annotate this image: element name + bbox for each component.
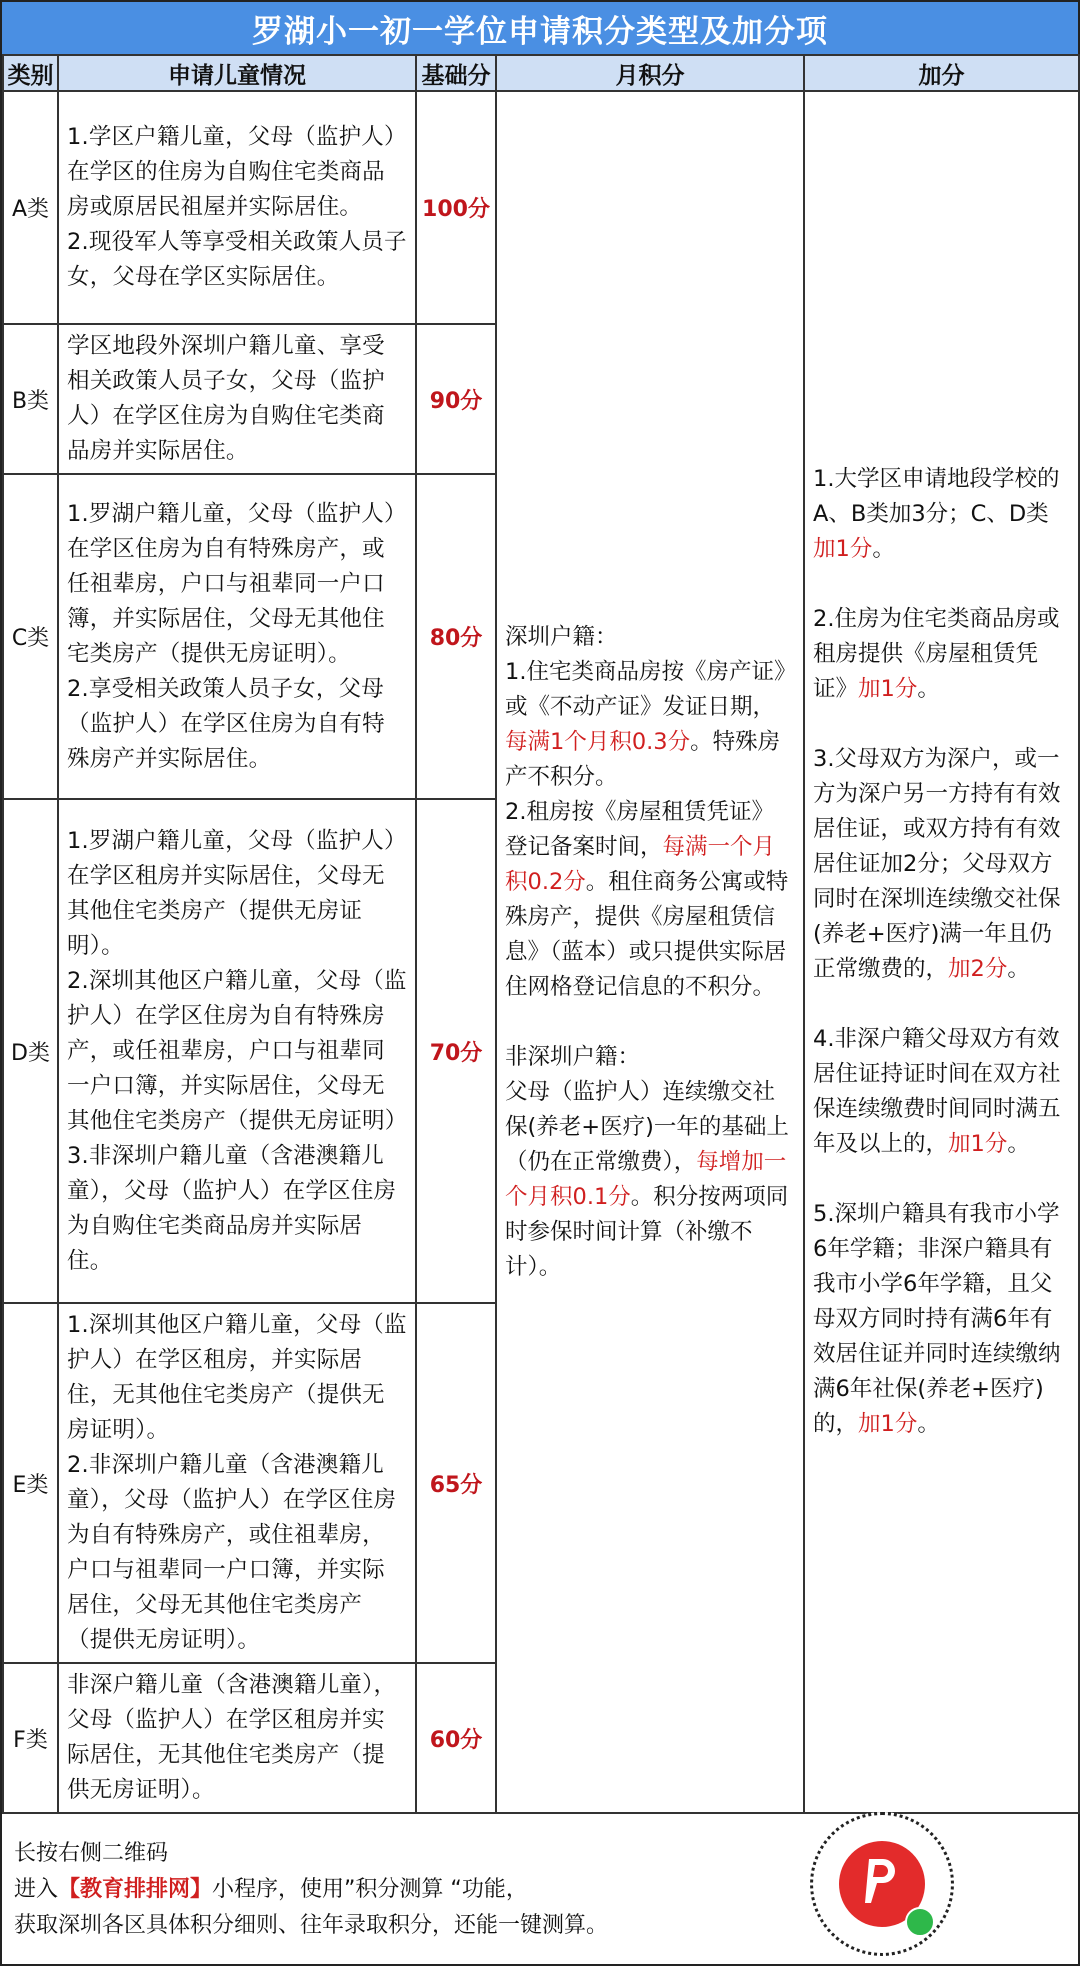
month-sz-item-1 bbox=[505, 655, 795, 795]
category-cell: D类 bbox=[3, 799, 58, 1303]
p-logo-icon bbox=[865, 1857, 895, 1905]
situation-text: 2.享受相关政策人员子女，父母（监护人）在学区住房为自有特殊房产并实际居住。 bbox=[67, 675, 385, 772]
header-bonus-points: 加分 bbox=[804, 55, 1079, 91]
table-row bbox=[3, 91, 1079, 324]
mini-program-icon bbox=[905, 1907, 935, 1937]
bonus-item-4-points: 加1分 bbox=[948, 1131, 1008, 1157]
situation-text: 非深户籍儿童（含港澳籍儿童），父母（监护人）在学区租房并实际居住，无其他住宅类房产（提供无房证明）。 bbox=[67, 1672, 397, 1803]
footer-line-1: 长按右侧二维码 bbox=[14, 1841, 169, 1866]
bonus-item-1-text: 1.大学区申请地段学校的A、B类加3分；C、D类 bbox=[813, 466, 1060, 527]
bonus-item-2-points: 加1分 bbox=[858, 676, 918, 702]
month-nsz-note: 。积分按两项同时参保时间计算（补缴不计）。 bbox=[505, 1183, 789, 1280]
month-sz-item-1-note: 。特殊房产不积分。 bbox=[505, 728, 781, 790]
header-category: 类别 bbox=[3, 55, 58, 91]
header-monthly-points: 月积分 bbox=[496, 55, 804, 91]
header-child-situation: 申请儿童情况 bbox=[58, 55, 416, 91]
mini-program-qr-code[interactable] bbox=[810, 1812, 954, 1956]
bonus-item-5-points: 加1分 bbox=[858, 1411, 918, 1437]
bonus-item-3 bbox=[813, 742, 1070, 987]
month-sz-item-1-rate: 每满1个月积0.3分 bbox=[505, 728, 691, 755]
monthly-points-cell bbox=[496, 91, 804, 1813]
category-cell: C类 bbox=[3, 474, 58, 799]
bonus-item-2-end: 。 bbox=[917, 676, 940, 702]
situation-cell bbox=[58, 324, 416, 474]
bonus-item-4 bbox=[813, 1022, 1070, 1162]
table-header-row bbox=[3, 55, 1079, 91]
bonus-points-cell bbox=[804, 91, 1079, 1813]
situation-text: 学区地段外深圳户籍儿童、享受相关政策人员子女，父母（监护人）在学区住房为自购住宅类商品房并实际居住。 bbox=[67, 333, 385, 464]
category-cell: E类 bbox=[3, 1303, 58, 1663]
month-nsz-item bbox=[505, 1075, 795, 1285]
bonus-item-5-text: 5.深圳户籍具有我市小学6年学籍；非深户籍具有我市小学6年学籍，且父母双方同时持有满6年有效居住证并同时连续缴纳满6年社保(养老+医疗)的， bbox=[813, 1201, 1061, 1437]
month-sz-item-2-rate: 每满一个月积0.2分 bbox=[505, 833, 776, 895]
bonus-item-1 bbox=[813, 462, 1070, 567]
bonus-item-4-end: 。 bbox=[1007, 1131, 1030, 1157]
situation-text: 1.罗湖户籍儿童，父母（监护人）在学区租房并实际居住，父母无其他住宅类房产（提供无房证明）。 bbox=[67, 827, 407, 959]
bonus-item-2 bbox=[813, 602, 1070, 707]
footer-brand: 【教育排排网】 bbox=[58, 1877, 213, 1902]
base-score-cell: 90分 bbox=[416, 324, 496, 474]
bonus-item-3-end: 。 bbox=[1007, 956, 1030, 982]
situation-cell bbox=[58, 1303, 416, 1663]
bonus-item-1-end: 。 bbox=[872, 536, 895, 562]
category-cell: A类 bbox=[3, 91, 58, 324]
base-score-cell: 100分 bbox=[416, 91, 496, 324]
situation-text: 1.罗湖户籍儿童，父母（监护人）在学区住房为自有特殊房产，或任祖辈房，户口与祖辈同一户口簿，并实际居住，父母无其他住宅类房产（提供无房证明）。 bbox=[67, 500, 407, 667]
bonus-item-5 bbox=[813, 1197, 1070, 1442]
footer-line-2-start: 进入 bbox=[14, 1877, 59, 1902]
bonus-item-1-points: 加1分 bbox=[813, 536, 873, 562]
situation-text: 1.学区户籍儿童，父母（监护人）在学区的住房为自购住宅类商品房或原居民祖屋并实际居住。 bbox=[67, 124, 407, 220]
month-sz-item-2-text: 2.租房按《房屋租赁凭证》登记备案时间， bbox=[505, 798, 774, 860]
base-score-cell: 60分 bbox=[416, 1663, 496, 1813]
month-nsz-rate: 每增加一个月积0.1分 bbox=[505, 1148, 787, 1210]
month-nsz-text: 父母（监护人）连续缴交社保(养老+医疗)一年的基础上（仍在正常缴费）， bbox=[505, 1078, 789, 1175]
month-sz-item-2-note: 。租住商务公寓或特殊房产，提供《房屋租赁信息》（蓝本）或只提供实际居住网格登记信息的不积分。 bbox=[505, 868, 789, 1000]
header-base-score: 基础分 bbox=[416, 55, 496, 91]
situation-cell bbox=[58, 474, 416, 799]
category-cell: B类 bbox=[3, 324, 58, 474]
situation-text: 2.现役军人等享受相关政策人员子女，父母在学区实际居住。 bbox=[67, 229, 407, 290]
situation-cell bbox=[58, 799, 416, 1303]
month-sz-item-2 bbox=[505, 795, 795, 1005]
situation-text: 1.深圳其他区户籍儿童，父母（监护人）在学区租房，并实际居住，无其他住宅类房产（提供无房证明）。 bbox=[67, 1312, 407, 1443]
base-score-cell: 65分 bbox=[416, 1303, 496, 1663]
situation-cell bbox=[58, 91, 416, 324]
month-nsz-heading: 非深圳户籍： bbox=[505, 1043, 641, 1070]
month-sz-item-1-text: 1.住宅类商品房按《房产证》或《不动产证》发证日期， bbox=[505, 658, 786, 720]
footer-line-2-end: 小程序，使用”积分测算 “功能， bbox=[212, 1877, 528, 1902]
base-score-cell: 70分 bbox=[416, 799, 496, 1303]
situation-text: 3.非深圳户籍儿童（含港澳籍儿童），父母（监护人）在学区住房为自购住宅类商品房并实际居住。 bbox=[67, 1142, 397, 1274]
situation-text: 2.深圳其他区户籍儿童，父母（监护人）在学区住房为自有特殊房产，或任祖辈房，户口与祖辈同一户口簿，并实际居住，父母无其他住宅类房产（提供无房证明） bbox=[67, 967, 408, 1134]
category-cell: F类 bbox=[3, 1663, 58, 1813]
situation-text: 2.非深圳户籍儿童（含港澳籍儿童），父母（监护人）在学区住房为自有特殊房产，或住祖辈房，户口与祖辈同一户口簿，并实际居住，父母无其他住宅类房产（提供无房证明）。 bbox=[67, 1452, 397, 1653]
month-sz-heading: 深圳户籍： bbox=[505, 623, 618, 650]
bonus-item-5-end: 。 bbox=[917, 1411, 940, 1437]
bonus-item-4-text: 4.非深户籍父母双方有效居住证持证时间在双方社保连续缴费时间同时满五年及以上的， bbox=[813, 1026, 1061, 1157]
bonus-item-2-text: 2.住房为住宅类商品房或租房提供《房屋租赁凭证》 bbox=[813, 606, 1060, 702]
points-table bbox=[2, 54, 1080, 1814]
base-score-cell: 80分 bbox=[416, 474, 496, 799]
footer-line-3: 获取深圳各区具体积分细则、往年录取积分，还能一键测算。 bbox=[14, 1913, 609, 1938]
footer-line-2 bbox=[14, 1872, 528, 1903]
bonus-item-3-text: 3.父母双方为深户，或一方为深户另一方持有有效居住证，或双方持有有效居住证加2分；父母双方同时在深圳连续缴交社保(养老+医疗)满一年且仍正常缴费的， bbox=[813, 746, 1061, 982]
bonus-item-3-points: 加2分 bbox=[948, 956, 1008, 982]
situation-cell bbox=[58, 1663, 416, 1813]
page-title: 罗湖小一初一学位申请积分类型及加分项 bbox=[2, 2, 1078, 54]
